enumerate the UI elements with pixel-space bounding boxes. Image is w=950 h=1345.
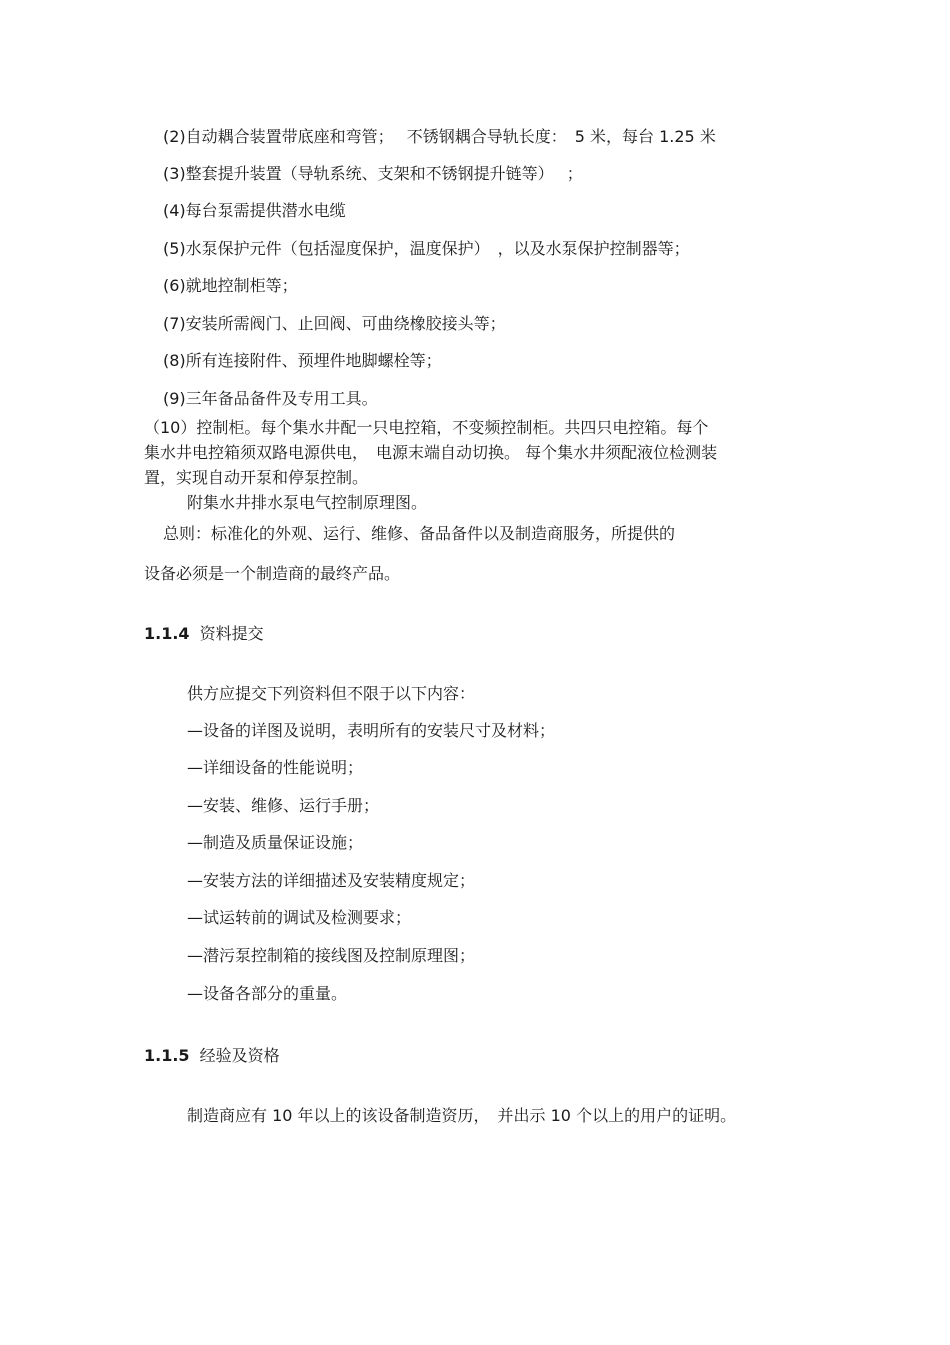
section-number: 1.1.4	[144, 624, 190, 643]
section-114-item: —安装方法的详细描述及安装精度规定；	[187, 871, 476, 890]
section-114-item: —设备各部分的重量。	[187, 984, 348, 1003]
general-line-2: 设备必须是一个制造商的最终产品。	[144, 564, 401, 583]
section-heading-1-1-4	[144, 624, 264, 644]
general-line-1: 总则：标准化的外观、运行、维修、备品备件以及制造商服务，所提供的	[163, 524, 676, 543]
list-item-5: (5)水泵保护元件（包括湿度保护，温度保护） ，以及水泵保护控制器等；	[163, 239, 690, 258]
section-114-item: —设备的详图及说明，表明所有的安装尺寸及材料；	[187, 721, 556, 740]
section-title: 资料提交	[199, 624, 264, 643]
list-item-9: (9)三年备品备件及专用工具。	[163, 389, 378, 408]
list-item-2: (2)自动耦合装置带底座和弯管； 不锈钢耦合导轨长度： 5 米，每台 1.25 米	[163, 127, 716, 146]
section-114-intro: 供方应提交下列资料但不限于以下内容：	[187, 684, 476, 703]
list-item-4: (4)每台泵需提供潜水电缆	[163, 201, 346, 220]
section-115-body: 制造商应有 10 年以上的该设备制造资历， 并出示 10 个以上的用户的证明。	[187, 1106, 737, 1125]
section-114-item: —详细设备的性能说明；	[187, 758, 364, 777]
section-114-item: —安装、维修、运行手册；	[187, 796, 380, 815]
section-heading-1-1-5	[144, 1046, 280, 1066]
section-114-item: —试运转前的调试及检测要求；	[187, 908, 412, 927]
list-item-6: (6)就地控制柜等；	[163, 276, 298, 295]
item-10-line-2: 集水井电控箱须双路电源供电， 电源末端自动切换。 每个集水井须配液位检测装	[144, 443, 718, 462]
list-item-8: (8)所有连接附件、预埋件地脚螺栓等；	[163, 351, 442, 370]
list-item-3: (3)整套提升装置（导轨系统、支架和不锈钢提升链等） ；	[163, 164, 583, 183]
item-10-line-4: 附集水井排水泵电气控制原理图。	[187, 493, 428, 512]
section-114-item: —制造及质量保证设施；	[187, 833, 364, 852]
list-item-7: (7)安装所需阀门、止回阀、可曲绕橡胶接头等；	[163, 314, 506, 333]
section-number: 1.1.5	[144, 1046, 190, 1065]
item-10-line-3: 置，实现自动开泵和停泵控制。	[144, 468, 369, 487]
item-10-line-1: （10）控制柜。每个集水井配一只电控箱，不变频控制柜。共四只电控箱。每个	[144, 418, 709, 437]
section-114-item: —潜污泵控制箱的接线图及控制原理图；	[187, 946, 476, 965]
section-title: 经验及资格	[199, 1046, 280, 1065]
